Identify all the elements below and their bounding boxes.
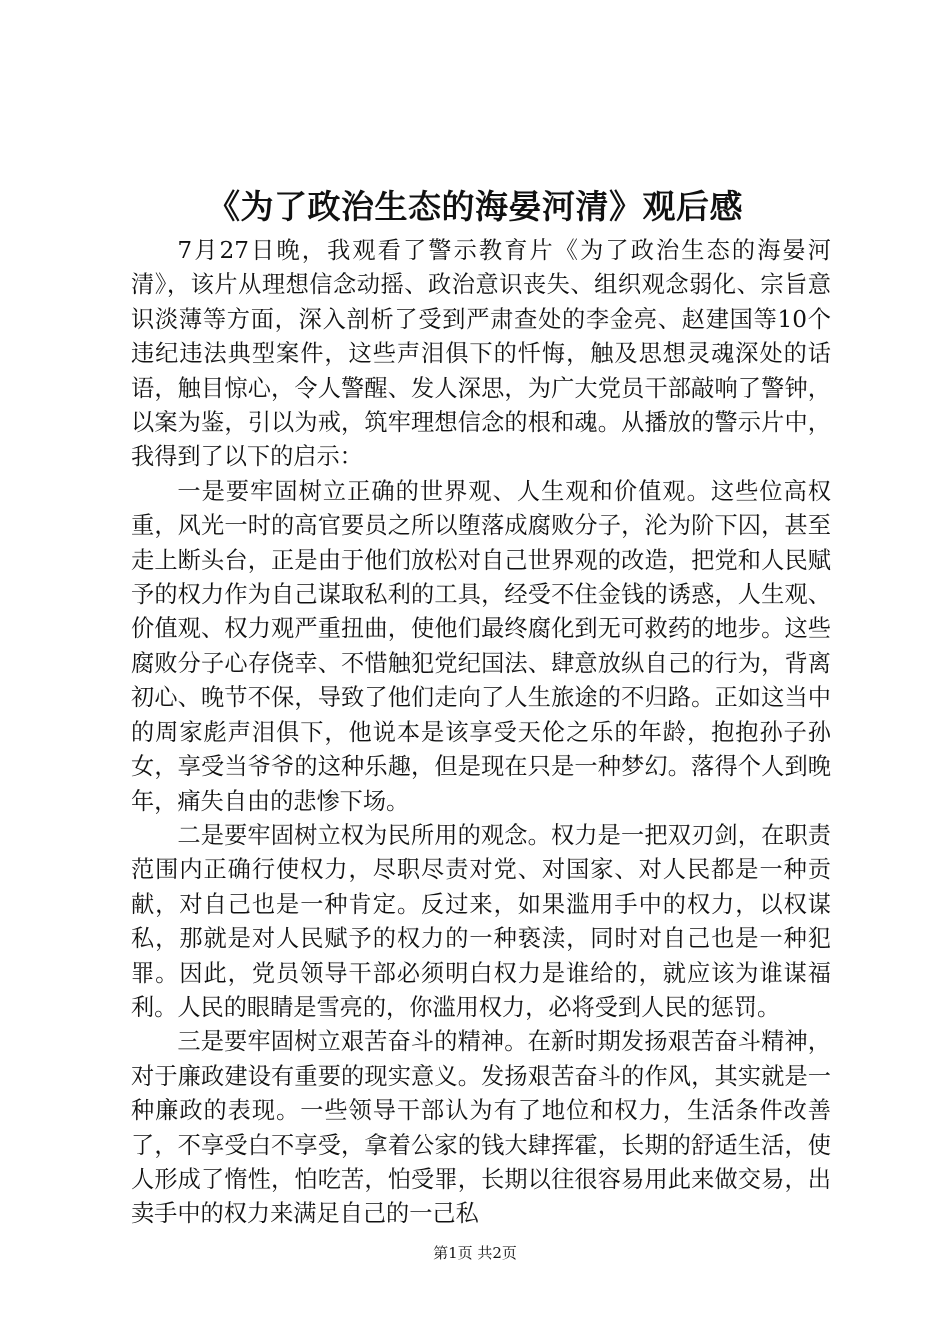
paragraph-point-two: 二是要牢固树立权为民所用的观念。权力是一把双刃剑，在职责范围内正确行使权力，尽职尽责对党、对国家、对人民都是一种贡献，对自己也是一种肯定。反过来，如果滥用手中的权力，以权谋私，那就是对人民赋予的权力的一种亵渎，同时对自己也是一种犯罪。因此，党员领导干部必须明白权力是谁给的，就应该为谁谋福利。人民的眼睛是雪亮的，你滥用权力，必将受到人民的惩罚。 bbox=[131, 821, 831, 1021]
page-number-footer: 第1页 共2页 bbox=[433, 1244, 517, 1262]
document-body bbox=[131, 234, 831, 1232]
document-title: 《为了政治生态的海晏河清》观后感 bbox=[207, 187, 743, 226]
paragraph-point-three: 三是要牢固树立艰苦奋斗的精神。在新时期发扬艰苦奋斗精神，对于廉政建设有重要的现实意义。发扬艰苦奋斗的作风，其实就是一种廉政的表现。一些领导干部认为有了地位和权力，生活条件改善了，不享受白不享受，拿着公家的钱大肆挥霍，长期的舒适生活，使人形成了惰性，怕吃苦，怕受罪，长期以往很容易用此来做交易，出卖手中的权力来满足自己的一己私 bbox=[131, 1028, 831, 1228]
paragraph-intro: 7月27日晚，我观看了警示教育片《为了政治生态的海晏河清》，该片从理想信念动摇、政治意识丧失、组织观念弱化、宗旨意识淡薄等方面，深入剖析了受到严肃查处的李金亮、赵建国等10个违纪违法典型案件，这些声泪俱下的忏悔，触及思想灵魂深处的话语，触目惊心，令人警醒、发人深思，为广大党员干部敲响了警钟，以案为鉴，引以为戒，筑牢理想信念的根和魂。从播放的警示片中，我得到了以下的启示： bbox=[131, 237, 831, 471]
paragraph-point-one: 一是要牢固树立正确的世界观、人生观和价值观。这些位高权重，风光一时的高官要员之所以堕落成腐败分子，沦为阶下囚，甚至走上断头台，正是由于他们放松对自己世界观的改造，把党和人民赋予的权力作为自己谋取私利的工具，经受不住金钱的诱惑，人生观、价值观、权力观严重扭曲，使他们最终腐化到无可救药的地步。这些腐败分子心存侥幸、不惜触犯党纪国法、肆意放纵自己的行为，背离初心、晚节不保，导致了他们走向了人生旅途的不归路。正如这当中的周家彪声泪俱下，他说本是该享受天伦之乐的年龄，抱抱孙子孙女，享受当爷爷的这种乐趣，但是现在只是一种梦幻。落得个人到晚年，痛失自由的悲惨下场。 bbox=[131, 477, 831, 815]
